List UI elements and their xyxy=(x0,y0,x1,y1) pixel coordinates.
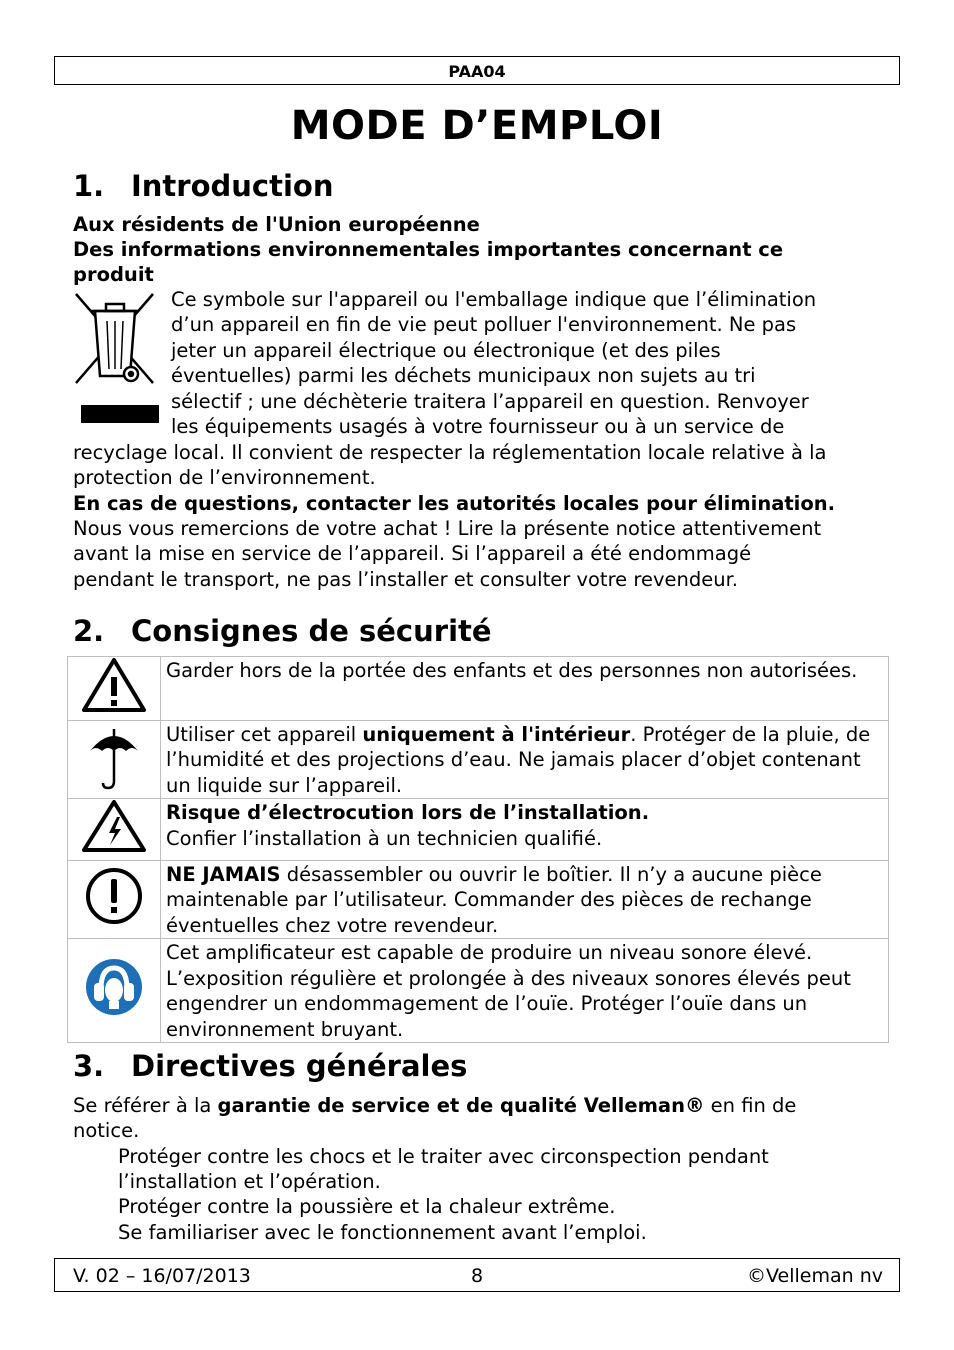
thanks-line: avant la mise en service de l’appareil. Si l’appareil a été endommagé xyxy=(73,542,752,565)
safety-text xyxy=(161,799,889,861)
safety-row xyxy=(68,860,889,939)
warning-triangle-icon xyxy=(81,657,147,713)
weee-line: éventuelles) parmi les déchets municipaux non sujets au tri xyxy=(171,364,756,387)
env-info-title-line2: produit xyxy=(73,263,154,286)
weee-line: Ce symbole sur l'appareil ou l'emballage indique que l’élimination xyxy=(171,288,817,311)
weee-line: protection de l’environnement. xyxy=(73,466,376,489)
safety-text: Garder hors de la portée des enfants et des personnes non autorisées. xyxy=(161,657,889,721)
section-title: Consignes de sécurité xyxy=(131,614,492,648)
guideline-item: Protéger contre les chocs et le traiter avec circonspection pendant xyxy=(118,1145,769,1168)
copyright: ©Velleman nv xyxy=(747,1265,883,1287)
page-number: 8 xyxy=(471,1265,484,1287)
safety-text: Cet amplificateur est capable de produire un niveau sonore élevé. L’exposition régulière et prolongée à des niveaux sonores élevés peut engendrer un endommagement de l’ouïe. Protéger l’ouïe dans un environnement bruyant. xyxy=(161,939,889,1043)
exclamation-circle-icon xyxy=(84,866,144,926)
guidelines-intro xyxy=(73,1093,796,1119)
weee-line: sélectif ; une déchèterie traitera l’appareil en question. Renvoyer xyxy=(171,390,809,413)
text-emphasis: Risque d’électrocution lors de l’installation. xyxy=(166,801,650,824)
text-emphasis: uniquement à l'intérieur xyxy=(362,722,631,746)
questions-notice: En cas de questions, contacter les autorités locales pour élimination. xyxy=(73,492,836,515)
safety-row xyxy=(68,657,889,721)
thanks-line: pendant le transport, ne pas l’installer et consulter votre revendeur. xyxy=(73,568,738,591)
safety-text xyxy=(161,860,889,939)
text-part: désassembler ou ouvrir le boîtier. Il n’y a aucune pièce maintenable par l’utilisateur. Commander des pièces de rechange éventuelles chez votre revendeur. xyxy=(166,862,822,937)
weee-line: d’un appareil en fin de vie peut polluer l'environnement. Ne pas xyxy=(171,313,797,336)
text-emphasis: garantie de service et de qualité Velleman® xyxy=(217,1094,705,1117)
safety-icon-cell xyxy=(68,939,161,1043)
safety-icon-cell xyxy=(68,720,161,799)
guidelines-intro-line2: notice. xyxy=(73,1119,140,1142)
safety-icon-cell xyxy=(68,799,161,861)
weee-bin-icon xyxy=(73,291,163,427)
env-info-title-line1: Des informations environnementales importantes concernant ce xyxy=(73,238,784,261)
umbrella-icon xyxy=(86,721,142,791)
section-2-heading xyxy=(73,611,492,651)
text-emphasis: NE JAMAIS xyxy=(166,862,281,886)
guideline-item: l’installation et l’opération. xyxy=(118,1170,381,1193)
section-1-heading xyxy=(73,166,334,206)
text-part: Confier l’installation à un technicien qualifié. xyxy=(166,826,603,850)
section-title: Directives générales xyxy=(131,1049,468,1083)
text-part: Utiliser cet appareil xyxy=(166,722,363,746)
section-3-heading xyxy=(73,1046,467,1086)
guideline-item: Se familiariser avec le fonctionnement avant l’emploi. xyxy=(118,1221,647,1244)
thanks-line: Nous vous remercions de votre achat ! Lire la présente notice attentivement xyxy=(73,517,822,540)
section-number: 3. xyxy=(73,1049,105,1083)
weee-line: les équipements usagés à votre fournisseur ou à un service de xyxy=(171,415,785,438)
weee-line: jeter un appareil électrique ou électronique (et des piles xyxy=(171,339,721,362)
ear-protection-icon xyxy=(84,957,144,1017)
page-footer xyxy=(54,1258,900,1292)
text-part: . Protéger de la pluie, de l’humidité et des projections d’eau. Ne jamais placer d’objet contenant un liquide sur l’appareil. xyxy=(166,722,871,797)
version-date: V. 02 – 16/07/2013 xyxy=(73,1265,251,1287)
text-part: Se référer à la xyxy=(73,1094,218,1117)
safety-icon-cell xyxy=(68,657,161,721)
electric-shock-icon xyxy=(81,799,147,853)
section-title: Introduction xyxy=(131,169,334,203)
safety-table xyxy=(67,656,889,1043)
safety-row xyxy=(68,720,889,799)
safety-icon-cell xyxy=(68,860,161,939)
model-number: PAA04 xyxy=(448,62,506,81)
document-title: MODE D’EMPLOI xyxy=(290,103,664,149)
safety-text xyxy=(161,720,889,799)
section-number: 1. xyxy=(73,169,105,203)
safety-row xyxy=(68,799,889,861)
guideline-item: Protéger contre la poussière et la chaleur extrême. xyxy=(118,1195,616,1218)
section-number: 2. xyxy=(73,614,105,648)
page-header xyxy=(54,56,900,85)
eu-residents-title: Aux résidents de l'Union européenne xyxy=(73,213,480,236)
safety-row xyxy=(68,939,889,1043)
weee-line: recyclage local. Il convient de respecter la réglementation locale relative à la xyxy=(73,441,827,464)
text-part: en fin de xyxy=(704,1094,797,1117)
